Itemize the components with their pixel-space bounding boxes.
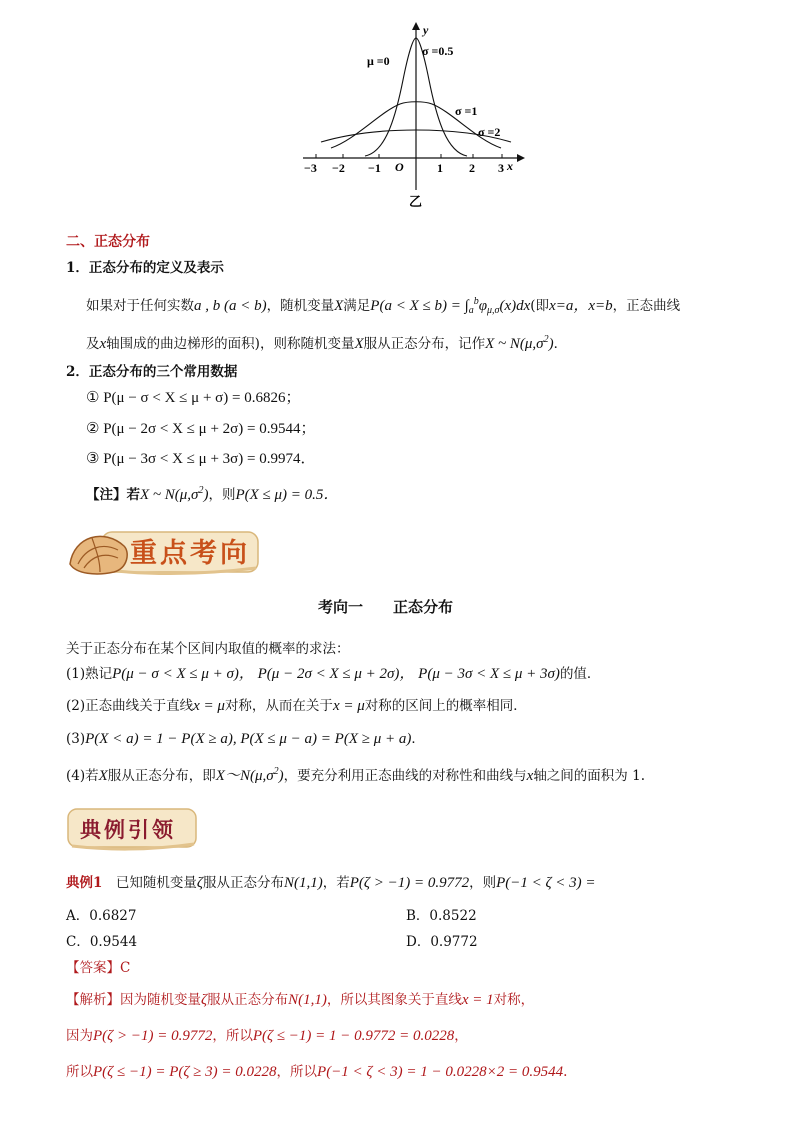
data-item-3: ③ P(μ − 3σ < X ≤ μ + 3σ) = 0.9974． [86,451,316,467]
analysis-line2: 因为P(ζ > −1) = 0.9772，所以P(ζ ≤ −1) = 1 − 0.9772 = 0.0228， [66,1028,468,1044]
method-3: (3)P(X < a) = 1 − P(X ≥ a), P(X ≤ μ − a) = P(X ≥ μ + a)． [66,731,425,747]
shell-icon [70,536,127,574]
section-title: 二、正态分布 [66,234,150,250]
example-stem: 典例1 已知随机变量ζ服从正态分布N(1,1)，若P(ζ > −1) = 0.9772，则P(−1 < ζ < 3) = [66,875,596,891]
analysis-line1: 【解析】因为随机变量ζ服从正态分布N(1,1)，所以其图象关于直线x = 1对称， [66,992,535,1008]
answer: 【答案】C [66,960,131,976]
direction-intro: 关于正态分布在某个区间内取值的概率的求法： [66,641,350,657]
option-c: C．0.9544 [66,934,138,950]
example-banner [66,806,200,852]
tick-label: −3 [304,161,317,175]
direction-title: 考向一 正态分布 [318,598,454,616]
data-item-2: ② P(μ − 2σ < X ≤ μ + 2σ) = 0.9544； [86,421,316,437]
tick-label: −2 [332,161,345,175]
banner-title: 重点考向 [130,538,250,569]
method-4: (4)若X服从正态分布，即$X\sim N(\mu,\sigma^2)$，要充分利用正态曲线的对称性和曲线与x轴之间的面积为 1. [66,766,645,784]
item2-title: 2．正态分布的三个常用数据 [66,364,238,380]
curve-label-sigma-0.5: σ =0.5 [422,44,454,58]
note-line: 【注】若X ~ $N(\mu,\sigma^2)$，则P(X ≤ μ) = 0.5． [86,485,339,503]
tick-label: −1 [368,161,381,175]
definition-line1: 如果对于任何实数a , b (a < b)，随机变量X满足$P(a < X \le b) = \int_a^b\varphi_{\mu,\sigma}(x)dx$(即x=a，x=b，正态曲线 [86,296,681,316]
x-axis-label: x [507,159,513,173]
method-1: (1)熟记P(μ − σ < X ≤ μ + σ)， P(μ − 2σ < X ≤ μ + 2σ)， P(μ − 3σ < X ≤ μ + 3σ)的值． [66,666,601,682]
item1-title: 1．正态分布的定义及表示 [66,260,224,276]
mu-label: μ =0 [367,54,390,68]
definition-line2: 及x轴围成的曲边梯形的面积)，则称随机变量X服从正态分布，记作X ~ $N(\mu,\sigma^2)$． [86,334,568,352]
curve-label-sigma-2: σ =2 [478,125,501,139]
figure-caption: 乙 [409,195,423,210]
curve-label-sigma-1: σ =1 [455,104,478,118]
banner-title: 典例引领 [80,817,176,842]
option-d: D．0.9772 [406,934,478,950]
data-item-1: ① P(μ − σ < X ≤ μ + σ) = 0.6826； [86,390,301,406]
y-axis-arrow [412,22,420,30]
key-direction-banner [66,524,262,578]
x-axis-arrow [517,154,525,162]
tick-label: 2 [469,161,475,175]
analysis-line3: 所以P(ζ ≤ −1) = P(ζ ≥ 3) = 0.0228，所以P(−1 < ζ < 3) = 1 − 0.0228×2 = 0.9544. [66,1064,568,1080]
tick-label: 1 [437,161,443,175]
option-a: A．0.6827 [66,908,137,924]
method-2: (2)正态曲线关于直线x = μ对称，从而在关于x = μ对称的区间上的概率相同． [66,698,527,714]
normal-curves-figure [295,0,535,215]
tick-label: 3 [498,161,504,175]
origin-label: O [395,160,404,174]
y-axis-label: y [423,23,429,37]
option-b: B．0.8522 [406,908,477,924]
